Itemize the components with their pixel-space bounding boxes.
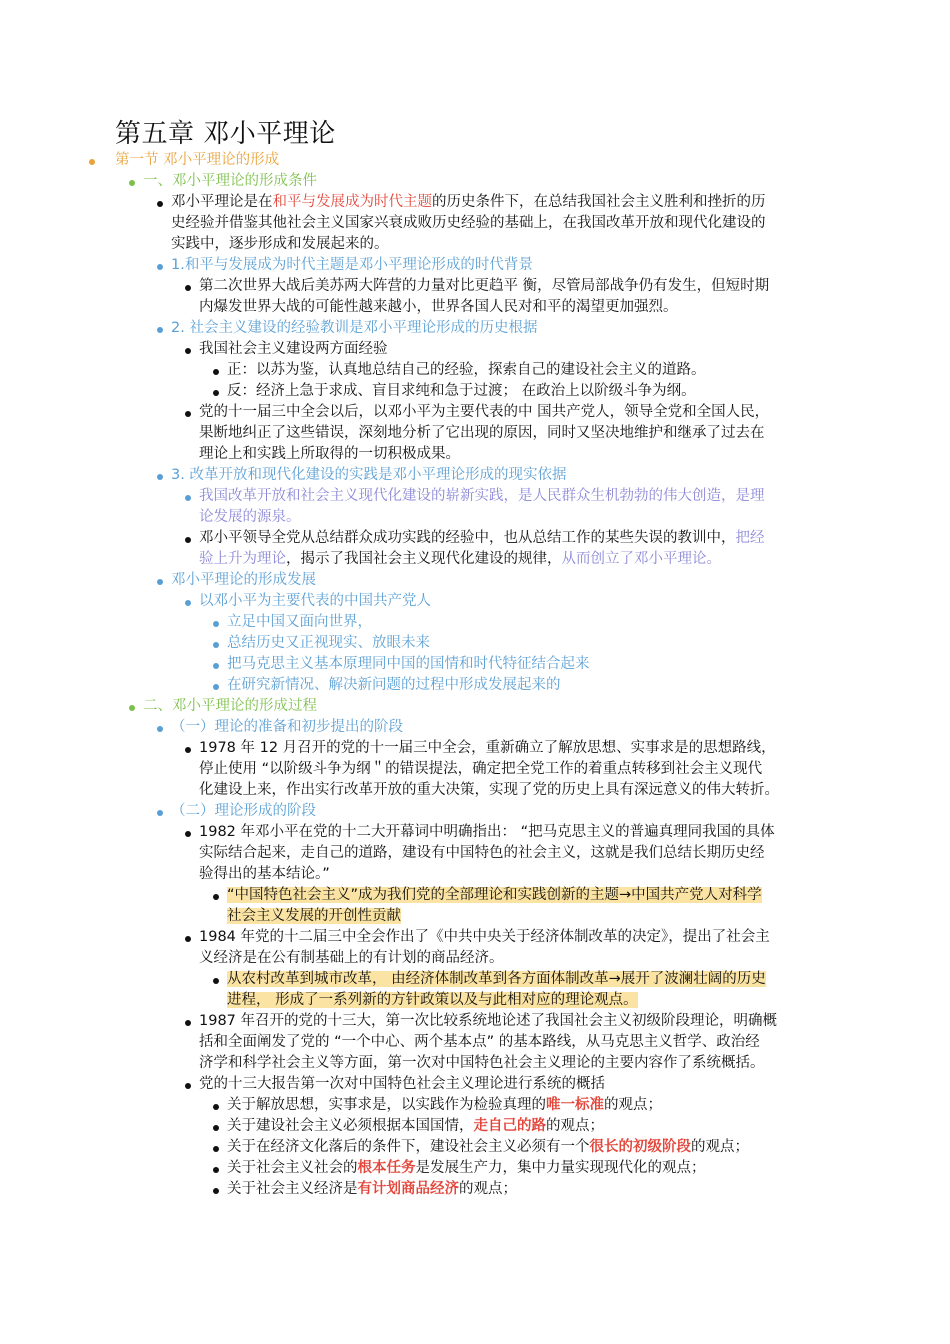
paragraph-line: 党的十一届三中全会以后，以邓小平为主要代表的中 国共产党人，领导全党和全国人民，: [199, 404, 770, 420]
highlighted-line: 社会主义发展的开创性贡献: [227, 908, 401, 924]
bullet-icon: [185, 600, 191, 606]
bullet-icon: [213, 1146, 219, 1152]
bullet-icon: [213, 1104, 219, 1110]
page-title: 第五章 邓小平理论: [115, 119, 336, 149]
subsection-heading: （一）理论的准备和初步提出的阶段: [171, 719, 403, 735]
bullet-icon: [129, 705, 135, 711]
list-item: 关于建设社会主义必须根据本国国情，走自己的路的观点；: [227, 1118, 604, 1134]
bullet-icon: [213, 684, 219, 690]
bullet-icon: [185, 831, 191, 837]
paragraph-line: 1982 年邓小平在党的十二大开幕词中明确指出： “把马克思主义的普遍真理同我国的具体: [199, 824, 775, 840]
paragraph-line: 停止使用 “以阶级斗争为纲＂的错误提法，确定把全党工作的着重点转移到社会主义现代: [199, 761, 763, 777]
bullet-icon: [213, 369, 219, 375]
intro-line: 史经验并借鉴其他社会主义国家兴衰成败历史经验的基础上，在我国改革开放和现代化建设的: [171, 215, 766, 231]
list-heading: 以邓小平为主要代表的中国共产党人: [199, 593, 431, 609]
bullet-icon: [185, 495, 191, 501]
bullet-icon: [185, 411, 191, 417]
subsection-heading: （二）理论形成的阶段: [171, 803, 316, 819]
paragraph-line: 内爆发世界大战的可能性越来越小，世界各国人民对和平的渴望更加强烈。: [199, 299, 678, 315]
highlighted-line: “中国特色社会主义”成为我们党的全部理论和实践创新的主题→中国共产党人对科学: [227, 887, 762, 903]
subsection-heading: 2. 社会主义建设的经验教训是邓小平理论形成的历史根据: [171, 320, 538, 336]
paragraph-line: 括和全面阐发了党的 “一个中心、两个基本点” 的基本路线，从马克思主义哲学、政治经: [199, 1034, 760, 1050]
bullet-icon: [185, 285, 191, 291]
list-item: 立足中国又面向世界，: [227, 614, 372, 630]
paragraph-line: 1978 年 12 月召开的党的十一届三中全会，重新确立了解放思想、实事求是的思想路线，: [199, 740, 776, 756]
list-item: 关于社会主义经济是有计划商品经济的观点；: [227, 1181, 517, 1197]
bullet-icon: [185, 936, 191, 942]
list-item: 关于社会主义社会的根本任务是发展生产力，集中力量实现现代化的观点；: [227, 1160, 706, 1176]
bullet-icon: [89, 159, 95, 165]
list-item: 关于在经济文化落后的条件下，建设社会主义必须有一个很长的初级阶段的观点；: [227, 1139, 749, 1155]
intro-line: 实践中，逐步形成和发展起来的。: [171, 236, 389, 252]
bullet-icon: [157, 201, 163, 207]
list-item: 反：经济上急于求成、盲目求纯和急于过渡； 在政治上以阶级斗争为纲。: [227, 383, 696, 399]
bullet-icon: [185, 1020, 191, 1026]
bullet-icon: [213, 1167, 219, 1173]
paragraph-line: 第二次世界大战后美苏两大阵营的力量对比更趋平 衡，尽管局部战争仍有发生，但短时期: [199, 278, 770, 294]
highlighted-line: 从农村改革到城市改革， 由经济体制改革到各方面体制改革→展开了波澜壮阔的历史: [227, 971, 766, 987]
bullet-icon: [213, 978, 219, 984]
subsection-heading: 1.和平与发展成为时代主题是邓小平理论形成的时代背景: [171, 257, 533, 273]
bullet-icon: [213, 894, 219, 900]
bullet-icon: [185, 1083, 191, 1089]
bullet-icon: [157, 579, 163, 585]
bullet-icon: [157, 474, 163, 480]
paragraph-line: 验上升为理论，揭示了我国社会主义现代化建设的规律，从而创立了邓小平理论。: [199, 551, 721, 567]
bullet-icon: [157, 810, 163, 816]
paragraph-line: 我国改革开放和社会主义现代化建设的崭新实践，是人民群众生机勃勃的伟大创造，是理: [199, 488, 765, 504]
bullet-icon: [213, 1188, 219, 1194]
paragraph-line: 济学和科学社会主义等方面，第一次对中国特色社会主义理论的主要内容作了系统概括。: [199, 1055, 765, 1071]
bullet-icon: [129, 180, 135, 186]
paragraph-line: 义经济是在公有制基础上的有计划的商品经济。: [199, 950, 504, 966]
bullet-icon: [185, 348, 191, 354]
bullet-icon: [213, 1125, 219, 1131]
list-item: 总结历史又正视现实、放眼未来: [227, 635, 430, 651]
bullet-icon: [213, 621, 219, 627]
subsection-heading: 3. 改革开放和现代化建设的实践是邓小平理论形成的现实依据: [171, 467, 567, 483]
bullet-icon: [185, 747, 191, 753]
list-item: 正：以苏为鉴，认真地总结自己的经验，探索自己的建设社会主义的道路。: [227, 362, 706, 378]
part-heading: 二、邓小平理论的形成过程: [143, 698, 317, 714]
highlighted-line: 进程， 形成了一系列新的方针政策以及与此相对应的理论观点。: [227, 992, 638, 1008]
paragraph-line: 论发展的源泉。: [199, 509, 301, 525]
bullet-icon: [157, 327, 163, 333]
bullet-icon: [213, 390, 219, 396]
list-item: 在研究新情况、解决新问题的过程中形成发展起来的: [227, 677, 561, 693]
bullet-icon: [185, 537, 191, 543]
section-heading: 第一节 邓小平理论的形成: [115, 152, 280, 168]
paragraph-line: 1987 年召开的党的十三大，第一次比较系统地论述了我国社会主义初级阶段理论，明确概: [199, 1013, 778, 1029]
bullet-icon: [157, 264, 163, 270]
bullet-icon: [157, 726, 163, 732]
part-heading: 一、邓小平理论的形成条件: [143, 173, 317, 189]
paragraph-line: 化建设上来，作出实行改革开放的重大决策，实现了党的历史上具有深远意义的伟大转折。: [199, 782, 779, 798]
paragraph-line: 邓小平领导全党从总结群众成功实践的经验中，也从总结工作的某些失误的教训中，把经: [199, 530, 765, 546]
paragraph-line: 果断地纠正了这些错误，深刻地分析了它出现的原因，同时又坚决地维护和继承了过去在: [199, 425, 765, 441]
paragraph-line: 党的十三大报告第一次对中国特色社会主义理论进行系统的概括: [199, 1076, 605, 1092]
paragraph-line: 实际结合起来，走自己的道路，建设有中国特色的社会主义，这就是我们总结长期历史经: [199, 845, 765, 861]
bullet-icon: [213, 663, 219, 669]
list-item: 关于解放思想，实事求是，以实践作为检验真理的唯一标准的观点；: [227, 1097, 662, 1113]
paragraph-line: 我国社会主义建设两方面经验: [199, 341, 388, 357]
paragraph-line: 理论上和实践上所取得的一切积极成果。: [199, 446, 460, 462]
list-item: 把马克思主义基本原理同中国的国情和时代特征结合起来: [227, 656, 590, 672]
subsection-heading: 邓小平理论的形成发展: [171, 572, 316, 588]
paragraph-line: 验得出的基本结论。”: [199, 866, 330, 882]
bullet-icon: [213, 642, 219, 648]
intro-line: 邓小平理论是在和平与发展成为时代主题的历史条件下，在总结我国社会主义胜利和挫折的历: [171, 194, 766, 210]
paragraph-line: 1984 年党的十二届三中全会作出了《中共中央关于经济体制改革的决定》，提出了社会主: [199, 929, 770, 945]
